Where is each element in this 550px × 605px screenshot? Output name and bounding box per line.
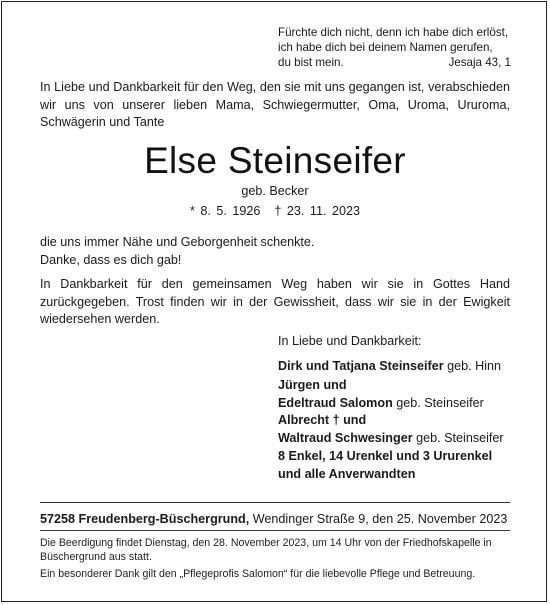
mourner-family-2: [278, 377, 484, 412]
address-line: [40, 512, 507, 526]
death-date: † 23. 11. 2023: [274, 204, 361, 218]
intro-paragraph: In Liebe und Dankbarkeit für den Weg, den sie mit uns gegangen ist, verabschieden wir uns von unserer lieben Mama, Schwiegermutter, Oma, Uroma, Ururoma, Schwägerin und Tante: [40, 80, 510, 129]
thanks-notice: Ein besonderer Dank gilt den „Pflegeprofis Salomon“ für die liebevolle Pflege und Betreuung.: [40, 568, 476, 580]
verse-line-last: [278, 56, 511, 71]
mourner-descendants: [278, 448, 492, 483]
birth-date: * 8. 5. 1926: [189, 204, 261, 218]
divider: [40, 502, 510, 503]
divider: [40, 530, 510, 531]
mourner-note: geb. Hinn: [443, 359, 502, 373]
verse-line: Fürchte dich nicht, denn ich habe dich erlöst,: [278, 26, 509, 39]
verse-reference: Jesaja 43, 1: [448, 55, 511, 69]
funeral-notice: Die Beerdigung findet Dienstag, den 28. November 2023, um 14 Uhr von der Friedhofskapelle in Büschergrund aus statt.: [40, 537, 492, 563]
mourner-name: Albrecht † und: [278, 413, 367, 427]
maiden-name: geb. Becker: [241, 184, 309, 198]
verse-line: du bist mein.: [278, 55, 344, 69]
mourner-name: Waltraud Schwesinger: [278, 430, 413, 445]
address-place: 57258 Freudenberg-Büschergrund,: [40, 512, 250, 526]
mourner-family-3: [278, 412, 504, 447]
tribute-line: Danke, dass es dich gab!: [40, 252, 182, 267]
gratitude-paragraph: In Dankbarkeit für den gemeinsamen Weg haben wir sie in Gottes Hand zurückgegeben. Trost finden wir in der Gewissheit, dass wir sie in der Ewigkeit wiedersehen werden.: [40, 277, 510, 326]
address-date: Wendinger Straße 9, den 25. November 2023: [249, 512, 508, 526]
life-dates: [0, 204, 550, 218]
grandchildren-line: 8 Enkel, 14 Urenkel und 3 Ururenkel: [278, 449, 493, 463]
mourner-note: geb. Steinseifer: [392, 395, 484, 410]
tribute-text: [40, 234, 314, 269]
bible-verse: [278, 26, 511, 70]
verse-line: ich habe dich bei deinem Namen gerufen,: [278, 40, 493, 54]
relatives-line: und alle Anverwandten: [278, 466, 416, 481]
deceased-name: Else Steinseifer: [144, 140, 406, 181]
mourner-name: Jürgen und: [278, 378, 347, 392]
mourner-name: Edeltraud Salomon: [278, 395, 393, 410]
mourner-name: Dirk und Tatjana Steinseifer: [278, 359, 444, 373]
mourners-heading: In Liebe und Dankbarkeit:: [278, 334, 422, 348]
mourner-note: geb. Steinseifer: [412, 430, 504, 445]
tribute-line: die uns immer Nähe und Geborgenheit schenkte.: [40, 235, 315, 249]
mourner-family-1: [278, 358, 501, 376]
